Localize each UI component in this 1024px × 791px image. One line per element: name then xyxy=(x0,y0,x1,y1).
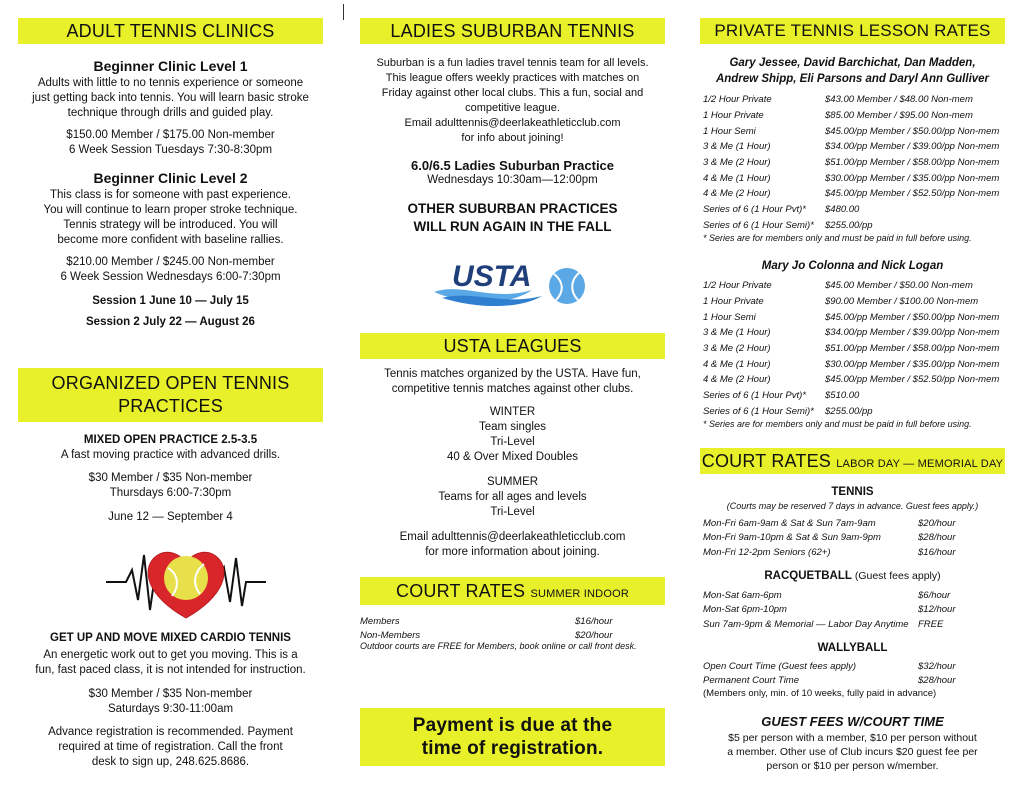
rate-label: Mon-Fri 6am-9am & Sat & Sun 7am-9am xyxy=(703,517,876,529)
desc-line: a member. Other use of Club incurs $20 guest fee per xyxy=(727,746,978,758)
usta-logo xyxy=(432,252,594,310)
table-row xyxy=(703,325,999,341)
mixed-time: Thursdays 6:00-7:30pm xyxy=(109,487,232,499)
desc-line: Adults with little to no tennis experience or someone xyxy=(37,77,304,89)
usta-summer xyxy=(360,475,665,520)
instructor-line: Gary Jessee, David Barchichat, Dan Madden, xyxy=(729,57,976,69)
league-item: Team singles xyxy=(478,421,547,433)
table-row xyxy=(703,278,999,294)
league-item: 40 & Over Mixed Doubles xyxy=(446,451,579,463)
fold-mark xyxy=(343,4,344,20)
desc-line: You will continue to learn proper stroke technique. xyxy=(43,204,298,216)
ladies-desc xyxy=(360,56,665,146)
rate-price: $28/hour xyxy=(918,675,956,687)
desc-line: just getting back into tennis. You will learn basic stroke xyxy=(32,92,309,104)
desc-line: competitive league. xyxy=(465,102,560,114)
desc-line: person or $10 per person w/member. xyxy=(766,760,939,772)
practice-time: Wednesdays 10:30am—12:00pm xyxy=(427,174,598,186)
guest-fees-desc xyxy=(700,731,1005,773)
racquetball-note: (Guest fees apply) xyxy=(851,570,941,582)
header-sub: LABOR DAY — MEMORIAL DAY xyxy=(836,458,1004,470)
rate-price: $30.00/pp Member / $35.00/pp Non-mem xyxy=(825,172,1000,184)
cardio-price: $30 Member / $35 Non-member xyxy=(88,688,253,700)
desc-line: Suburban is a fun ladies travel tennis team for all levels. xyxy=(376,57,649,69)
session-2-dates: Session 2 July 22 — August 26 xyxy=(86,316,255,328)
table-row xyxy=(703,155,999,171)
rate-label: 3 & Me (2 Hour) xyxy=(703,157,771,169)
desc-line: $5 per person with a member, $10 per person without xyxy=(728,732,977,744)
rate-label: 4 & Me (1 Hour) xyxy=(703,172,771,184)
usta-winter xyxy=(360,405,665,465)
usta-email xyxy=(360,530,665,560)
tennis-note: (Courts may be reserved 7 days in advance. Guest fees apply.) xyxy=(726,501,979,511)
rate-label: 1/2 Hour Private xyxy=(703,94,772,106)
beginner1-session: 6 Week Session Tuesdays 7:30-8:30pm xyxy=(68,144,273,156)
rate-price: $51.00/pp Member / $58.00/pp Non-mem xyxy=(825,157,1000,169)
desc-line: fun, fast paced class, it is not intended for instruction. xyxy=(35,664,306,676)
guest-fees-title: GUEST FEES W/COURT TIME xyxy=(761,714,944,729)
table-row xyxy=(703,92,999,108)
beginner1-desc xyxy=(18,76,323,121)
rate-label: Permanent Court Time xyxy=(703,675,800,687)
tennis-rates-table xyxy=(703,516,956,560)
cardio-desc xyxy=(18,648,323,678)
desc-line: required at time of registration. Call the front xyxy=(58,741,283,753)
rate-label: Mon-Sat 6pm-10pm xyxy=(703,604,787,616)
court-rates-header xyxy=(700,448,1005,474)
rate-label: Members xyxy=(360,615,400,627)
table-row xyxy=(703,108,999,124)
other-practices-note xyxy=(360,200,665,236)
table-row xyxy=(703,603,956,618)
table-row xyxy=(703,218,999,234)
rate-label: 4 & Me (2 Hour) xyxy=(703,374,771,386)
season-title: WINTER xyxy=(489,406,536,418)
table-row xyxy=(703,674,956,689)
ladies-header: LADIES SUBURBAN TENNIS xyxy=(360,18,665,44)
rate-price: $51.00/pp Member / $58.00/pp Non-mem xyxy=(825,343,1000,355)
racquetball-rates-table xyxy=(703,588,956,632)
racquetball-title: RACQUETBALL xyxy=(764,570,852,582)
rate-price: $510.00 xyxy=(825,390,860,402)
table-row xyxy=(360,614,613,629)
desc-line: Friday against other local clubs. This a fun, social and xyxy=(381,87,644,99)
beginner-level-2 xyxy=(18,170,323,330)
beginner2-title: Beginner Clinic Level 2 xyxy=(93,170,248,186)
rate-label: Series of 6 (1 Hour Semi)* xyxy=(703,405,814,417)
desc-line: Tennis strategy will be introduced. You will xyxy=(63,219,278,231)
season-title: SUMMER xyxy=(486,476,539,488)
table-row xyxy=(703,617,956,632)
group2-instructors: Mary Jo Colonna and Nick Logan xyxy=(761,260,944,272)
desc-line: This league offers weekly practices with matches on xyxy=(385,72,640,84)
group1-series-note: * Series are for members only and must be paid in full before using. xyxy=(703,233,972,243)
desc-line: for more information about joining. xyxy=(425,546,600,558)
table-row xyxy=(703,356,999,372)
rate-price: $255.00/pp xyxy=(825,219,873,231)
mixed-dates: June 12 — September 4 xyxy=(108,511,233,523)
beginner2-session: 6 Week Session Wednesdays 6:00-7:30pm xyxy=(60,271,281,283)
desc-line: competitive tennis matches against other clubs. xyxy=(391,383,634,395)
cardio-tennis xyxy=(18,631,323,770)
league-item: Tri-Level xyxy=(490,436,535,448)
rate-label: 1/2 Hour Private xyxy=(703,280,772,292)
desc-line: Tennis matches organized by the USTA. Have fun, xyxy=(384,368,641,380)
desc-line: An energetic work out to get you moving. This is a xyxy=(43,649,298,661)
cardio-time: Saturdays 9:30-11:00am xyxy=(107,703,234,715)
rate-label: 3 & Me (1 Hour) xyxy=(703,141,771,153)
outdoor-court-note: Outdoor courts are FREE for Members, book online or call front desk. xyxy=(360,641,637,651)
table-row xyxy=(703,404,999,420)
group1-instructors xyxy=(700,55,1005,87)
rate-price: $85.00 Member / $95.00 Non-mem xyxy=(825,110,973,122)
desc-line: This class is for someone with past experience. xyxy=(50,189,291,201)
group2-series-note: * Series are for members only and must be paid in full before using. xyxy=(703,419,972,429)
practice-title: 6.0/6.5 Ladies Suburban Practice xyxy=(410,158,615,173)
usta-desc xyxy=(360,367,665,397)
heartbeat-heart-image xyxy=(106,540,266,625)
header-line: ORGANIZED OPEN TENNIS xyxy=(51,373,290,393)
desc-line: become more confident with baseline rallies. xyxy=(57,234,284,246)
table-row xyxy=(703,186,999,202)
wallyball-rates-table xyxy=(703,659,956,688)
rate-price: $16/hour xyxy=(918,546,956,558)
summer-court-rates-table xyxy=(360,614,613,643)
rate-label: Mon-Fri 9am-10pm & Sat & Sun 9am-9pm xyxy=(703,532,881,544)
rate-label: Series of 6 (1 Hour Pvt)* xyxy=(703,390,806,402)
header-main: COURT RATES xyxy=(396,581,526,601)
banner-line: time of registration. xyxy=(421,738,604,759)
rate-label: Series of 6 (1 Hour Semi)* xyxy=(703,219,814,231)
private-lesson-header: PRIVATE TENNIS LESSON RATES xyxy=(700,18,1005,44)
banner-line: Payment is due at the xyxy=(412,715,613,736)
wallyball-title: WALLYBALL xyxy=(817,642,888,654)
table-row xyxy=(703,545,956,560)
rate-price: $32/hour xyxy=(918,660,956,672)
table-row xyxy=(703,588,956,603)
wallyball-note: (Members only, min. of 10 weeks, fully paid in advance) xyxy=(703,688,937,699)
rate-price: $12/hour xyxy=(918,604,956,616)
mixed-open-practice xyxy=(18,433,323,525)
mixed-title: MIXED OPEN PRACTICE 2.5-3.5 xyxy=(83,434,258,446)
usta-logo-text: USTA xyxy=(452,260,532,293)
payment-banner xyxy=(360,708,665,766)
rate-label: 3 & Me (1 Hour) xyxy=(703,327,771,339)
beginner2-price: $210.00 Member / $245.00 Non-member xyxy=(66,256,275,268)
header-main: COURT RATES xyxy=(701,451,832,471)
table-row xyxy=(703,516,956,531)
mixed-desc: A fast moving practice with advanced drills. xyxy=(60,449,281,461)
rate-label: 4 & Me (1 Hour) xyxy=(703,358,771,370)
tennis-title: TENNIS xyxy=(831,486,874,498)
cardio-title: GET UP AND MOVE MIXED CARDIO TENNIS xyxy=(50,632,291,644)
rate-price: $6/hour xyxy=(918,589,951,601)
table-row xyxy=(703,202,999,218)
rate-price: $16/hour xyxy=(575,615,613,627)
rate-label: 1 Hour Private xyxy=(703,110,764,122)
group1-rates-table xyxy=(703,92,999,233)
table-row xyxy=(703,659,956,674)
table-row xyxy=(703,123,999,139)
league-item: Tri-Level xyxy=(490,506,535,518)
session-1-dates: Session 1 June 10 — July 15 xyxy=(92,295,249,307)
table-row xyxy=(703,531,956,546)
table-row xyxy=(703,139,999,155)
rate-price: $90.00 Member / $100.00 Non-mem xyxy=(825,296,979,308)
note-line: WILL RUN AGAIN IN THE FALL xyxy=(413,219,612,234)
rate-price: $45.00/pp Member / $52.50/pp Non-mem xyxy=(825,188,1000,200)
ladies-practice xyxy=(360,158,665,188)
rate-label: 3 & Me (2 Hour) xyxy=(703,343,771,355)
rate-label: Mon-Sat 6am-6pm xyxy=(703,589,782,601)
rate-price: $45.00/pp Member / $50.00/pp Non-mem xyxy=(825,125,1000,137)
instructor-line: Andrew Shipp, Eli Parsons and Daryl Ann Gulliver xyxy=(715,73,990,85)
rate-label: 1 Hour Semi xyxy=(703,311,756,323)
rate-price: $45.00/pp Member / $52.50/pp Non-mem xyxy=(825,374,1000,386)
table-row xyxy=(703,309,999,325)
rate-price: $255.00/pp xyxy=(825,405,873,417)
rate-price: $28/hour xyxy=(918,532,956,544)
email-line: Email adulttennis@deerlakeathleticclub.com xyxy=(399,531,626,543)
desc-line: for info about joining! xyxy=(461,132,564,144)
beginner2-desc xyxy=(18,188,323,248)
rate-price: $20/hour xyxy=(918,517,956,529)
desc-line: Advance registration is recommended. Payment xyxy=(48,726,293,738)
header-line: PRACTICES xyxy=(118,396,223,416)
summer-court-header xyxy=(360,577,665,605)
rate-price: $20/hour xyxy=(575,630,613,642)
rate-price: $43.00 Member / $48.00 Non-mem xyxy=(825,94,973,106)
rate-price: $34.00/pp Member / $39.00/pp Non-mem xyxy=(825,141,1000,153)
rate-label: Non-Members xyxy=(360,630,421,642)
rate-label: Sun 7am-9pm & Memorial — Labor Day Anytime xyxy=(703,618,909,630)
registration-note xyxy=(18,725,323,770)
rate-label: 4 & Me (2 Hour) xyxy=(703,188,771,200)
desc-line: technique through drills and guided play. xyxy=(67,107,274,119)
note-line: OTHER SUBURBAN PRACTICES xyxy=(407,201,618,216)
beginner1-title: Beginner Clinic Level 1 xyxy=(93,58,248,74)
rate-price: FREE xyxy=(918,618,944,630)
rate-label: Series of 6 (1 Hour Pvt)* xyxy=(703,204,806,216)
table-row xyxy=(703,341,999,357)
group2-rates-table xyxy=(703,278,999,419)
rate-price: $30.00/pp Member / $35.00/pp Non-mem xyxy=(825,358,1000,370)
table-row xyxy=(703,170,999,186)
mixed-price: $30 Member / $35 Non-member xyxy=(88,472,253,484)
rate-label: 1 Hour Semi xyxy=(703,125,756,137)
clinics-header: ADULT TENNIS CLINICS xyxy=(18,18,323,44)
desc-line: desk to sign up, 248.625.8686. xyxy=(91,756,250,768)
email-line: Email adulttennis@deerlakeathleticclub.com xyxy=(404,117,621,129)
beginner-level-1 xyxy=(18,58,323,158)
beginner1-price: $150.00 Member / $175.00 Non-member xyxy=(66,129,275,141)
rate-price: $480.00 xyxy=(825,204,860,216)
table-row xyxy=(703,388,999,404)
usta-header: USTA LEAGUES xyxy=(360,333,665,359)
rate-label: 1 Hour Private xyxy=(703,296,764,308)
rate-label: Open Court Time (Guest fees apply) xyxy=(703,660,857,672)
league-item: Teams for all ages and levels xyxy=(438,491,587,503)
table-row xyxy=(703,294,999,310)
rate-price: $45.00/pp Member / $50.00/pp Non-mem xyxy=(825,311,1000,323)
rate-price: $45.00 Member / $50.00 Non-mem xyxy=(825,280,973,292)
rate-label: Mon-Fri 12-2pm Seniors (62+) xyxy=(703,546,831,558)
rate-price: $34.00/pp Member / $39.00/pp Non-mem xyxy=(825,327,1000,339)
racquetball-heading xyxy=(700,570,1005,582)
header-sub: SUMMER INDOOR xyxy=(530,588,629,600)
table-row xyxy=(703,372,999,388)
open-practices-header xyxy=(18,368,323,422)
